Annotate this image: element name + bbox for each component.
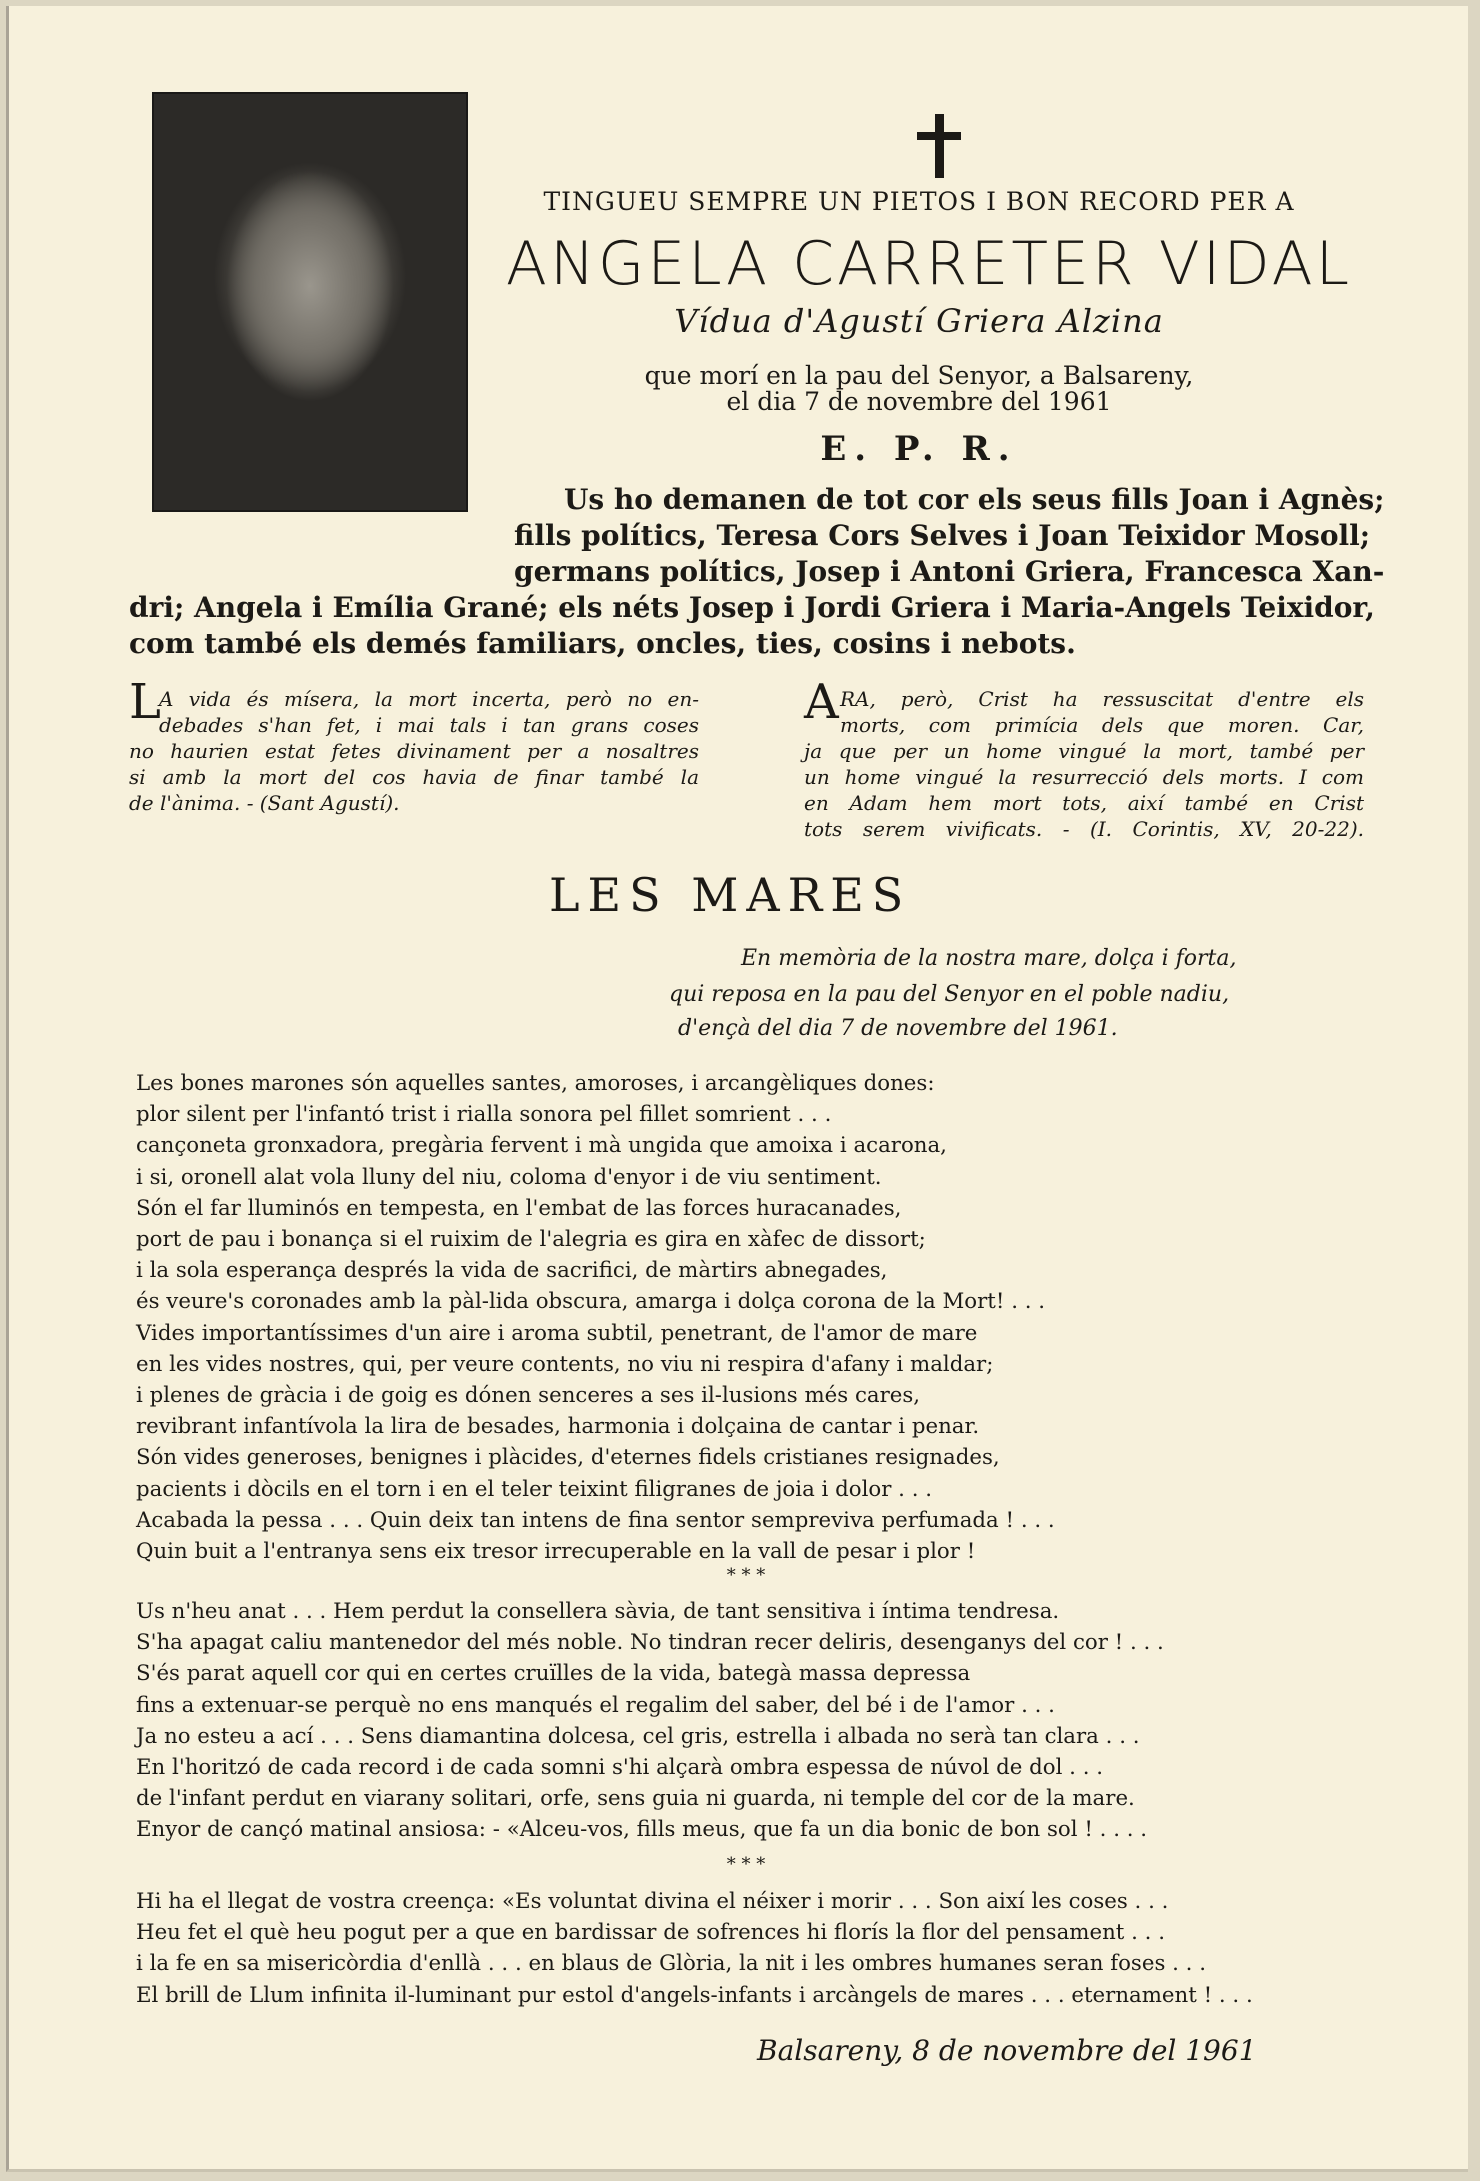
poem-line: Les bones marones són aquelles santes, amoroses, i arcangèliques dones:: [136, 1071, 935, 1096]
poem-line: Enyor de cançó matinal ansiosa: - «Alceu-vos, fills meus, que fa un dia bonic de bon sol ! . . . .: [136, 1817, 1148, 1843]
poem-line: pacients i dòcils en el torn i en el teler teixint filigranes de joia i dolor . . .: [136, 1476, 933, 1502]
drop-cap: A: [804, 674, 839, 730]
cross-icon: [917, 114, 961, 178]
quote-line: ja que per un home vingué la mort, també per: [804, 739, 1364, 763]
quote-line: si amb la mort del cos havia de finar també la: [129, 765, 699, 789]
stanza-separator: * * *: [726, 1565, 766, 1586]
drop-cap: L: [129, 674, 161, 730]
poem-line: revibrant infantívola la lira de besades, harmonia i dolçaina de cantar i penar.: [136, 1414, 980, 1440]
memorial-card: [6, 6, 1468, 2172]
poem-line: cançoneta gronxadora, pregària fervent i mà ungida que amoixa i acarona,: [136, 1133, 947, 1159]
poem-line: S'és parat aquell cor qui en certes cruïlles de la vida, bategà massa depressa: [136, 1661, 971, 1687]
poem-line: Heu fet el què heu pogut per a que en bardissar de sofrences hi florís la flor del pensament . . .: [136, 1920, 1165, 1946]
quote-line: RA, però, Crist ha ressuscitat d'entre els: [840, 687, 1364, 711]
poem-line: Acabada la pessa . . . Quin deix tan intens de fina sentor sempreviva perfumada ! . . .: [136, 1507, 1055, 1533]
quote-line: un home vingué la resurrecció dels morts. I com: [804, 765, 1364, 789]
poem-line: Vides importantíssimes d'un aire i aroma subtil, penetrant, de l'amor de mare: [136, 1320, 978, 1346]
request-line: com també els demés familiars, oncles, ties, cosins i nebots.: [129, 627, 1076, 660]
dedication-line: En memòria de la nostra mare, dolça i forta,: [741, 946, 1237, 971]
poem-line: de l'infant perdut en viarany solitari, orfe, sens guia ni guarda, ni temple del cor de la mare.: [136, 1786, 1135, 1812]
poem-line: Us n'heu anat . . . Hem perdut la consellera sàvia, de tant sensitiva i íntima tendresa.: [136, 1599, 1060, 1624]
request-line: dri; Angela i Emília Grané; els néts Josep i Jordi Griera i Maria-Angels Teixidor,: [129, 591, 1375, 624]
poem-line: i la sola esperança després la vida de sacrifici, de màrtirs abnegades,: [136, 1258, 888, 1284]
request-line: germans polítics, Josep i Antoni Griera, Francesca Xan-: [514, 555, 1385, 588]
epr-text: E. P. R.: [820, 429, 1018, 469]
poem-line: i si, oronell alat vola lluny del niu, coloma d'enyor i de viu sentiment.: [136, 1164, 882, 1190]
poem-line: S'ha apagat caliu mantenedor del més noble. No tindran recer deliris, desenganys del cor ! . . .: [136, 1630, 1164, 1656]
poem-line: en les vides nostres, qui, per veure contents, no viu ni respira d'afany i maldar;: [136, 1351, 994, 1377]
poem-line: Ja no esteu a ací . . . Sens diamantina dolcesa, cel gris, estrella i albada no serà tan clara . . .: [136, 1723, 1140, 1749]
poem-line: i plenes de gràcia i de goig es dónen senceres a ses il-lusions més cares,: [136, 1383, 921, 1409]
quote-line: tots serem vivificats. - (I. Corintis, XV, 20-22).: [804, 817, 1364, 841]
quote-line: no haurien estat fetes divinament per a nosaltres: [129, 739, 699, 763]
poem-line: Són el far lluminós en tempesta, en l'embat de las forces huracanades,: [136, 1195, 902, 1221]
request-line: fills polítics, Teresa Cors Selves i Joan Teixidor Mosoll;: [514, 519, 1371, 552]
poem-line: En l'horitzó de cada record i de cada somni s'hi alçarà ombra espessa de núvol de dol . . .: [136, 1755, 1104, 1781]
quote-corintis: [804, 674, 1364, 842]
deceased-name: ANGELA CARRETER VIDAL: [505, 229, 1353, 299]
poem-stanza-3: [136, 1886, 1253, 2011]
poem-line: port de pau i bonança si el ruixim de l'alegria es gira en xàfec de dissort;: [136, 1227, 926, 1253]
dedication-line: qui reposa en la pau del Senyor en el poble nadiu,: [669, 982, 1230, 1007]
stanza-separator: * * *: [726, 1854, 766, 1875]
poem-line: El brill de Llum infinita il-luminant pur estol d'angels-infants i arcàngels de mares . . . eternament ! . . .: [136, 1982, 1253, 2008]
quote-line: morts, com primícia dels que moren. Car,: [840, 713, 1364, 737]
closing-place-date: Balsareny, 8 de novembre del 1961: [757, 2034, 1257, 2067]
quote-line: en Adam hem mort tots, així també en Crist: [804, 791, 1364, 815]
dedication-line: d'ençà del dia 7 de novembre del 1961.: [678, 1016, 1118, 1041]
poem-stanza-2: [136, 1596, 1164, 1846]
death-place-line: que morí en la pau del Senyor, a Balsareny,: [644, 361, 1194, 390]
poem-line: Hi ha el llegat de vostra creença: «Es voluntat divina el néixer i morir . . . Son així les coses . . .: [136, 1889, 1169, 1914]
portrait-photo: [152, 92, 468, 512]
poem-line: és veure's coronades amb la pàl-lida obscura, amarga i dolça corona de la Mort! . . .: [136, 1289, 1046, 1315]
poem-line: plor silent per l'infantó trist i rialla sonora pel fillet somrient . . .: [136, 1102, 832, 1128]
poem-line: fins a extenuar-se perquè no ens manqués el regalim del saber, del bé i de l'amor . . .: [136, 1692, 1055, 1718]
poem-line: Són vides generoses, benignes i plàcides, d'eternes fidels cristianes resignades,: [136, 1445, 1000, 1471]
request-line: Us ho demanen de tot cor els seus fills Joan i Agnès;: [564, 483, 1385, 516]
quote-line: A vida és mísera, la mort incerta, però no en-: [159, 687, 699, 711]
poem-line: i la fe en sa misericòrdia d'enllà . . . en blaus de Glòria, la nit i les ombres humanes seran foses . . .: [136, 1951, 1206, 1977]
quote-line: de l'ànima. - (Sant Agustí).: [129, 791, 400, 815]
quote-sant-agusti: [129, 674, 699, 816]
poem-stanza-1: [136, 1068, 1055, 1567]
widow-line: Vídua d'Agustí Griera Alzina: [674, 302, 1164, 340]
quote-line: debades s'han fet, i mai tals i tan grans coses: [159, 713, 699, 737]
intro-line: TINGUEU SEMPRE UN PIETOS I BON RECORD PER A: [543, 187, 1295, 216]
poem-line: Quin buit a l'entranya sens eix tresor irrecuperable en la vall de pesar i plor !: [136, 1539, 976, 1565]
death-date-line: el dia 7 de novembre del 1961: [726, 387, 1112, 416]
poem-title: LES MARES: [549, 868, 912, 922]
